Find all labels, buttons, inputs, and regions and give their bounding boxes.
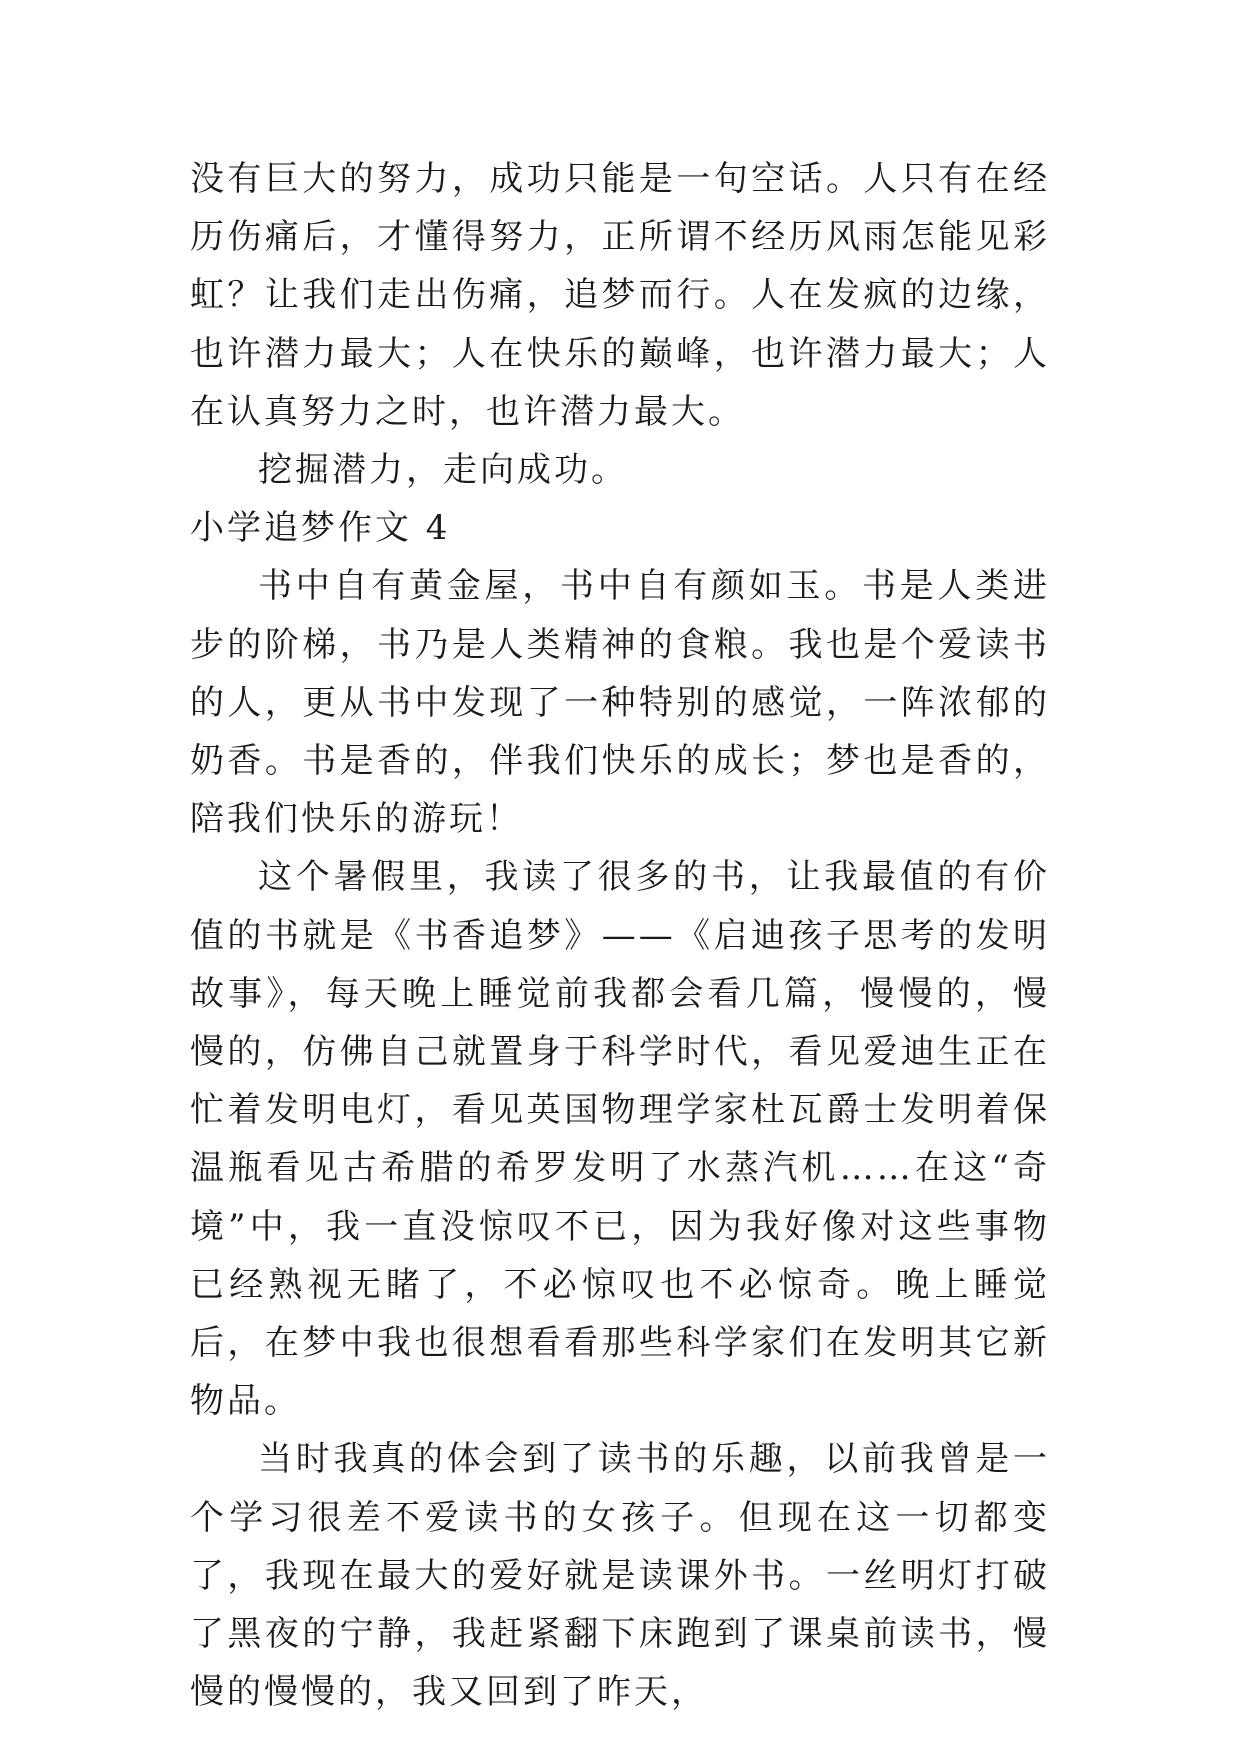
- paragraph-intro: 书中自有黄金屋，书中自有颜如玉。书是人类进步的阶梯，书乃是人类精神的食粮。我也是个爱读书的人，更从书中发现了一种特别的感觉，一阵浓郁的奶香。书是香的，伴我们快乐的成长；梦也是香的，陪我们快乐的游玩！: [190, 566, 1050, 840]
- paragraph-continuation: 没有巨大的努力，成功只能是一句空话。人只有在经历伤痛后，才懂得努力，正所谓不经历风雨怎能见彩虹？让我们走出伤痛，追梦而行。人在发疯的边缘，也许潜力最大；人在快乐的巅峰，也许潜力最大；人在认真努力之时，也许潜力最大。: [190, 159, 1050, 432]
- paragraph-summer-reading: 这个暑假里，我读了很多的书，让我最值的有价值的书就是《书香追梦》——《启迪孩子思考的发明故事》，每天晚上睡觉前我都会看几篇，慢慢的，慢慢的，仿佛自己就置身于科学时代，看见爱迪生正在忙着发明电灯，看见英国物理学家杜瓦爵士发明着保温瓶看见古希腊的希罗发明了水蒸汽机……在这“奇境”中，我一直没惊叹不已，因为我好像对这些事物已经熟视无睹了，不必惊叹也不必惊奇。晚上睡觉后，在梦中我也很想看看那些科学家们在发明其它新物品。: [190, 857, 1050, 1422]
- essay-title: 小学追梦作文 4: [190, 508, 451, 549]
- essay-body: [190, 150, 1050, 1721]
- paragraph-conclusion: 挖掘潜力，走向成功。: [258, 450, 628, 491]
- paragraph-reading-joy: 当时我真的体会到了读书的乐趣，以前我曾是一个学习很差不爱读书的女孩子。但现在这一切都变了，我现在最大的爱好就是读课外书。一丝明灯打破了黑夜的宁静，我赶紧翻下床跑到了课桌前读书，慢慢的慢慢的，我又回到了昨天，: [190, 1439, 1050, 1713]
